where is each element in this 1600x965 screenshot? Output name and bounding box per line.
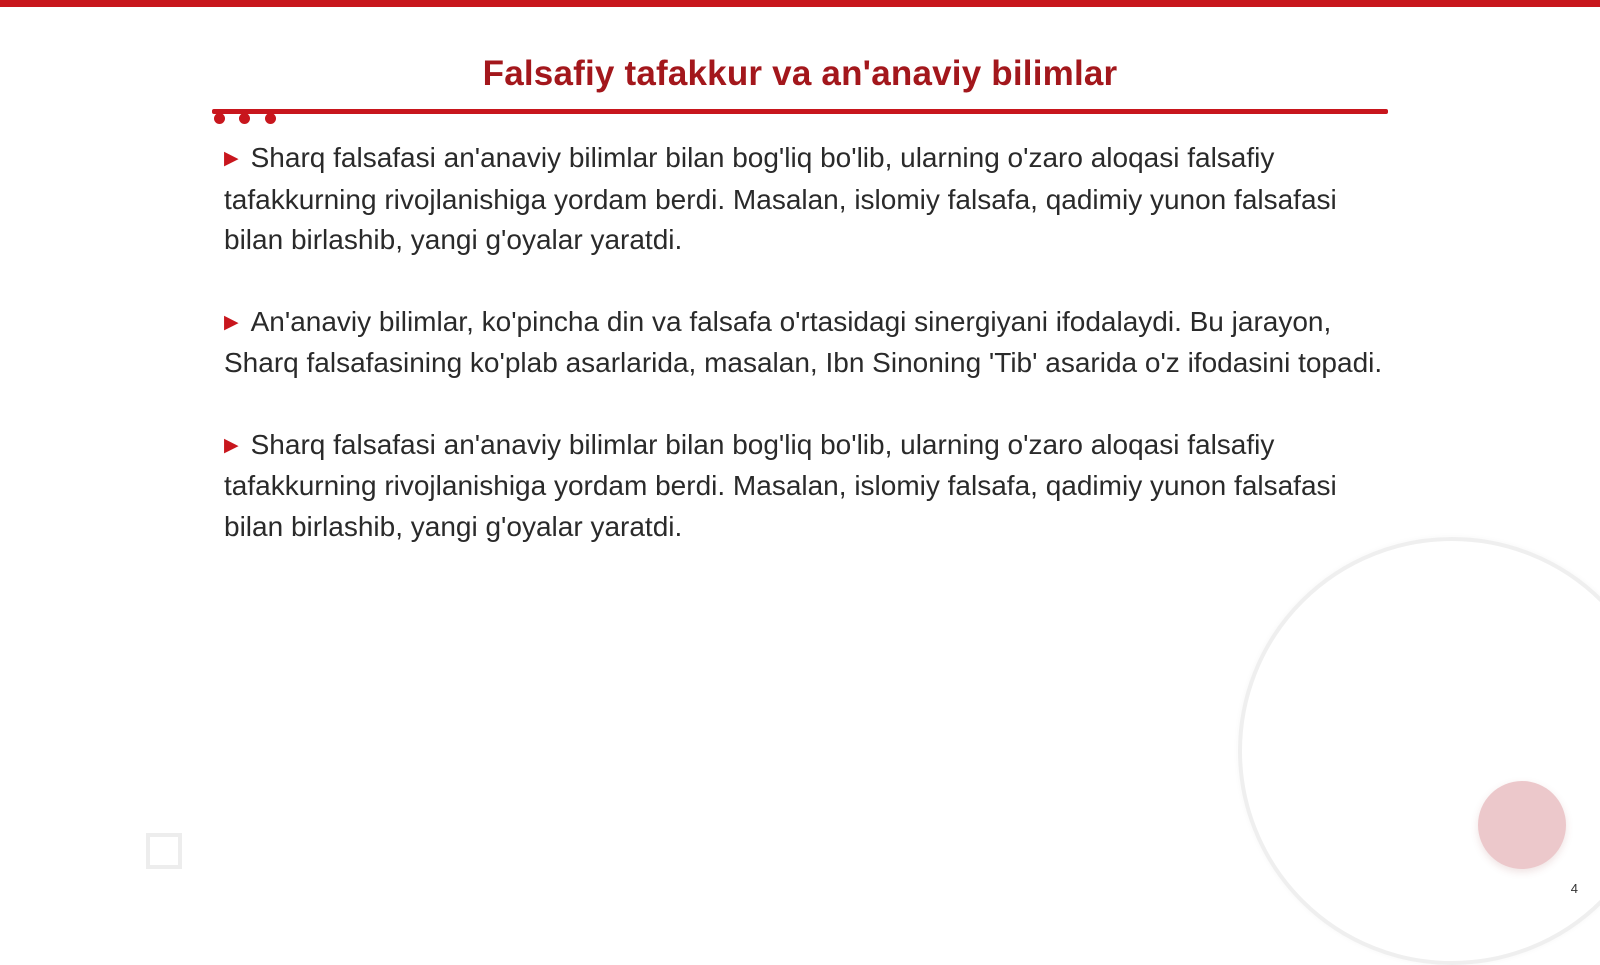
bullet-text: Sharq falsafasi an'anaviy bilimlar bilan bog'liq bo'lib, ularning o'zaro aloqasi falsafiy tafakkurning rivojlanishiga yordam berdi. Masalan, islomiy falsafa, qadimiy yunon falsafasi bilan birlashib, yangi g'oyalar yaratdi. xyxy=(224,428,1337,542)
bullet-text: An'anaviy bilimlar, ko'pincha din va falsafa o'rtasidagi sinergiyani ifodalaydi. Bu jarayon, Sharq falsafasining ko'plab asarlarida, masalan, Ibn Sinoning 'Tib' asarida o'z ifodasini topadi. xyxy=(224,305,1383,378)
bullet-text: Sharq falsafasi an'anaviy bilimlar bilan bog'liq bo'lib, ularning o'zaro aloqasi falsafiy tafakkurning rivojlanishiga yordam berdi. Masalan, islomiy falsafa, qadimiy yunon falsafasi bilan birlashib, yangi g'oyalar yaratdi. xyxy=(224,142,1337,255)
title-underline xyxy=(212,109,1388,114)
title-dot-2 xyxy=(239,113,250,124)
bullet-item xyxy=(224,302,1394,384)
decorative-pink-circle xyxy=(1478,781,1566,869)
title-dot-1 xyxy=(214,113,225,124)
top-accent-bar xyxy=(0,0,1600,7)
bullet-list xyxy=(224,138,1394,588)
bullet-item xyxy=(224,425,1394,548)
bullet-arrow-icon: ▶ xyxy=(224,311,239,333)
page-number: 4 xyxy=(1570,881,1578,896)
slide-title: Falsafiy tafakkur va an'anaviy bilimlar xyxy=(482,54,1118,93)
bullet-arrow-icon: ▶ xyxy=(224,434,239,456)
title-dot-3 xyxy=(265,113,276,124)
decorative-circle-outline xyxy=(1238,537,1600,965)
bullet-item xyxy=(224,138,1394,261)
decorative-square-outline xyxy=(146,833,182,869)
bullet-arrow-icon: ▶ xyxy=(224,148,239,169)
